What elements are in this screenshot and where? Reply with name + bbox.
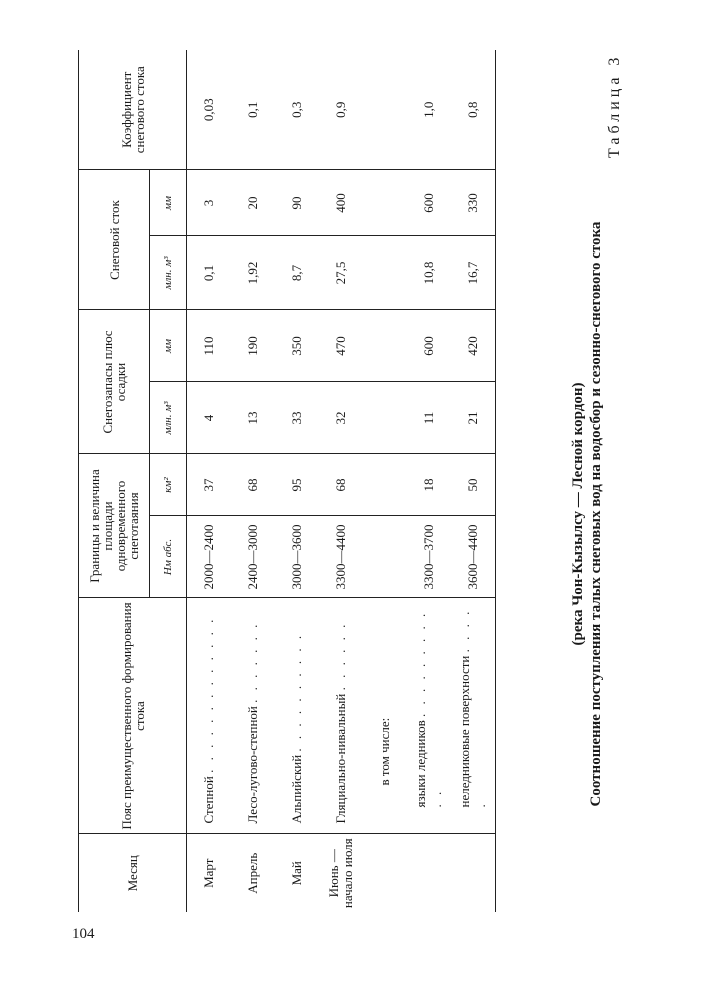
cell-month: Июнь — начало июля [326,838,355,909]
cell-run-mm: 20 [231,170,275,236]
cell-run-mm: 400 [319,170,363,236]
cell-coef: 0,1 [231,50,275,170]
cell-snow-mm: 470 [319,310,363,382]
table-row [231,50,275,912]
cell-month: Май [289,861,304,886]
cell-snow-vol: 32 [319,382,363,454]
cell-coef: 0,3 [275,50,319,170]
cell-run-mm [363,170,407,236]
cell-snow-mm [363,310,407,382]
cell-belt: языки ледников . . . . . . . . . . . [407,598,451,834]
table-subtitle: (река Чон-Кызылсу — Лесной кордон) [570,382,586,646]
cell-h [363,516,407,598]
page-number: 104 [72,926,95,942]
cell-snow-vol: 21 [451,382,496,454]
cell-coef: 0,03 [187,50,232,170]
cell-snow-vol: 13 [231,382,275,454]
cell-area [363,454,407,516]
cell-snow-mm: 600 [407,310,451,382]
cell-h: 3300—3700 [407,516,451,598]
cell-coef: 1,0 [407,50,451,170]
cell-run-vol: 8,7 [275,236,319,310]
header-snow: Снегозапасы плюс осадки [79,310,150,454]
cell-run-vol: 0,1 [187,236,232,310]
cell-belt: неледниковые поверхности . . . . . [451,598,496,834]
cell-h: 3300—4400 [319,516,363,598]
cell-belt: в том числе: [363,598,407,834]
table-row [275,50,319,912]
cell-run-mm: 330 [451,170,496,236]
cell-area: 18 [407,454,451,516]
cell-run-vol: 10,8 [407,236,451,310]
cell-belt: Степной . . . . . . . . . . . . . [187,598,232,834]
cell-h: 3600—4400 [451,516,496,598]
cell-run-vol [363,236,407,310]
header-snow-vol: млн. м³ [150,382,187,454]
header-month: Месяц [79,834,187,912]
table-row [187,50,232,912]
cell-snow-mm: 420 [451,310,496,382]
table-label: Таблица 3 [606,53,623,158]
table-row [407,50,451,912]
cell-snow-mm: 190 [231,310,275,382]
table-row [451,50,496,912]
table-title: Соотношение поступления талых снеговых вод на водосбор и сезонно-снегового стока [588,221,604,807]
runoff-table [78,50,496,912]
cell-area: 95 [275,454,319,516]
cell-snow-mm: 350 [275,310,319,382]
header-snow-mm: мм [150,310,187,382]
cell-snow-vol: 33 [275,382,319,454]
cell-month: Март [201,858,216,888]
cell-area: 50 [451,454,496,516]
cell-snow-mm: 110 [187,310,232,382]
cell-run-mm: 600 [407,170,451,236]
cell-snow-vol [363,382,407,454]
header-runoff-vol: млн. м³ [150,236,187,310]
cell-month: Апрель [245,852,260,894]
header-bounds: Границы и величина площади одновременного снеготаяния [79,454,150,598]
cell-month [363,834,407,912]
cell-h: 2400—3000 [231,516,275,598]
cell-month [407,834,451,912]
cell-belt: Гляциально-нивальный . . . . . . [319,598,363,834]
cell-run-vol: 16,7 [451,236,496,310]
header-belt: Пояс преимущественного формирования стока [79,598,187,834]
table-row [319,50,363,912]
cell-run-vol: 1,92 [231,236,275,310]
cell-month [451,834,496,912]
cell-run-mm: 90 [275,170,319,236]
cell-snow-vol: 4 [187,382,232,454]
table-row [363,50,407,912]
header-runoff-mm: мм [150,170,187,236]
header-bounds-h: Нм абс. [150,516,187,598]
cell-area: 37 [187,454,232,516]
header-coef: Коэффициент снегового стока [79,50,187,170]
cell-coef [363,50,407,170]
cell-area: 68 [231,454,275,516]
cell-snow-vol: 11 [407,382,451,454]
cell-coef: 0,8 [451,50,496,170]
cell-run-mm: 3 [187,170,232,236]
cell-h: 3000—3600 [275,516,319,598]
cell-belt: Альпийский . . . . . . . . . . [275,598,319,834]
header-runoff: Снеговой сток [79,170,150,310]
cell-coef: 0,9 [319,50,363,170]
cell-belt: Лесо-лугово-степной . . . . . . . [231,598,275,834]
cell-area: 68 [319,454,363,516]
cell-run-vol: 27,5 [319,236,363,310]
header-bounds-area: км² [150,454,187,516]
cell-h: 2000—2400 [187,516,232,598]
